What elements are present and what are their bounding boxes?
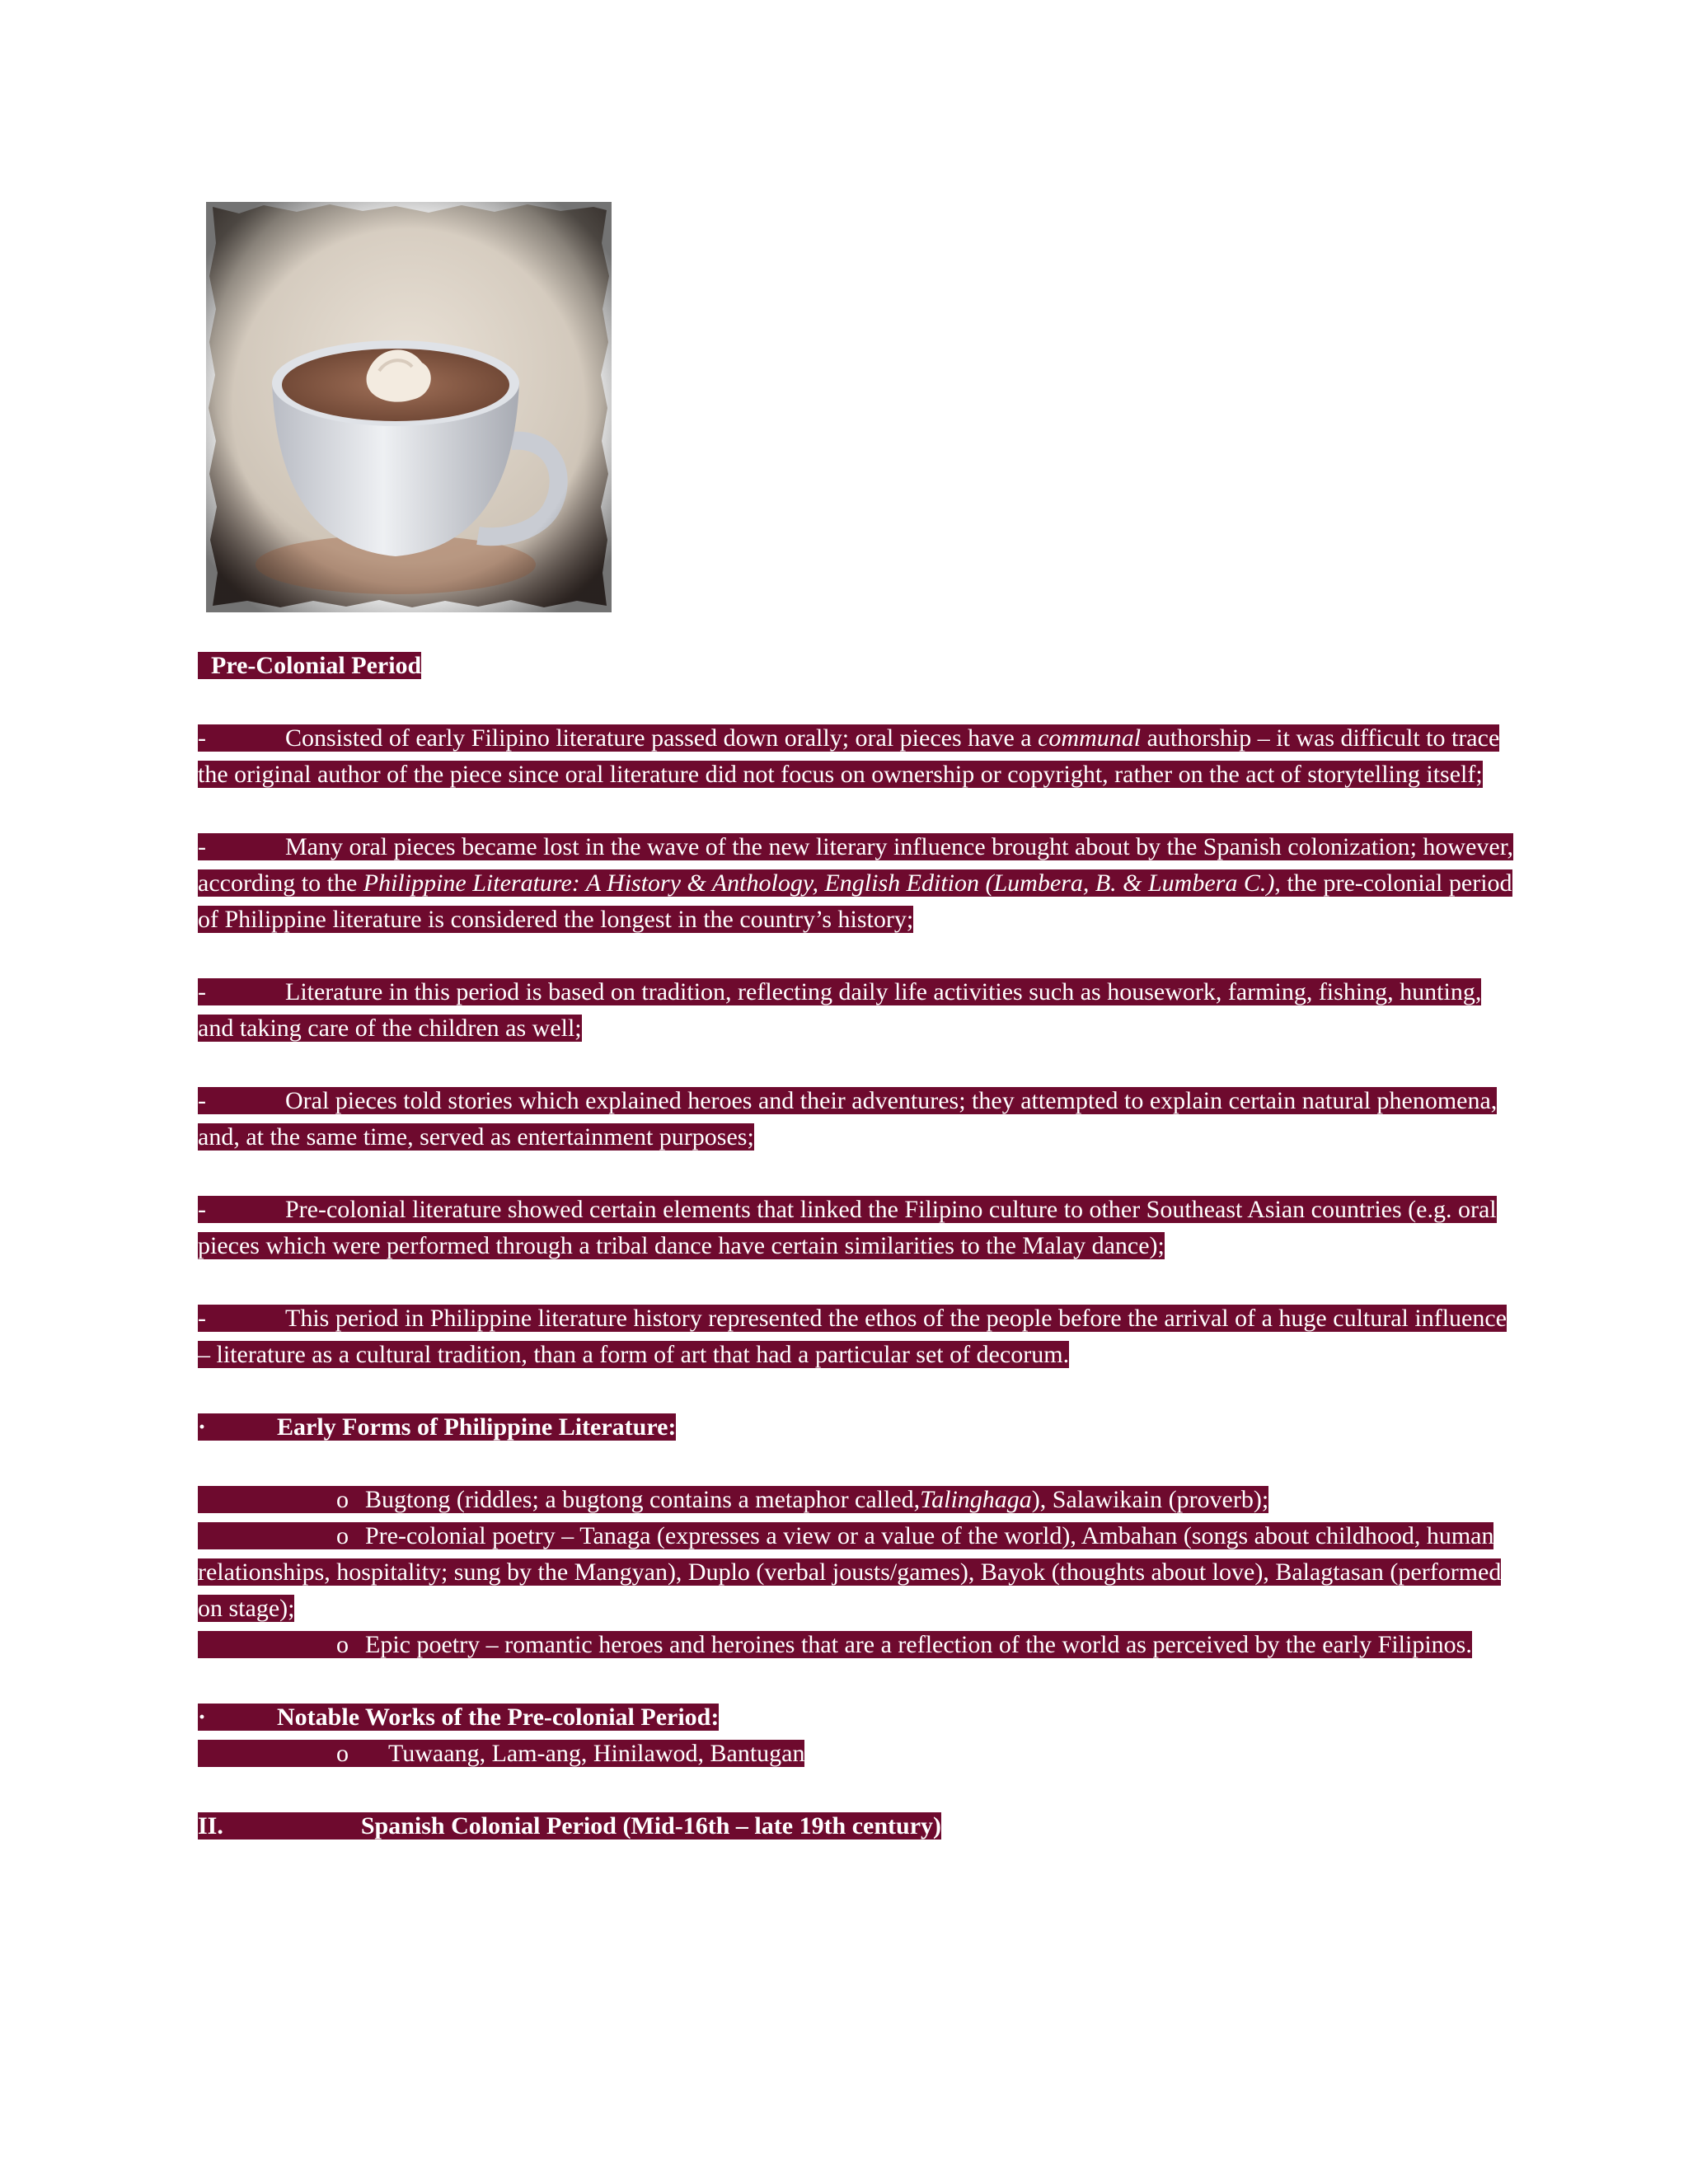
list-item-early-form-2: o Pre-colonial poetry – Tanaga (expresses a view or a value of the world), Ambahan (songs about childhood, human relationships, hospitality; sung by the Mangyan), Duplo (verbal jousts/games), Bayok (thoughts about love), Balagtasan (performed on stage); — [198, 1522, 1502, 1622]
section-heading-spanish: II. Spanish Colonial Period (Mid-16th – late 19th century) — [198, 1812, 942, 1840]
section-heading-pre-colonial: Pre-Colonial Period — [198, 648, 1517, 684]
list-item-notable-works: o Tuwaang, Lam-ang, Hinilawod, Bantugan — [198, 1736, 1517, 1772]
subheading-notable-works: · Notable Works of the Pre-colonial Period: — [198, 1704, 720, 1731]
paragraph-point-5: - Pre-colonial literature showed certain elements that linked the Filipino culture to other Southeast Asian countries (e.g. oral pieces which were performed through a tribal dance have certain similarities to the Malay dance); — [198, 1196, 1497, 1259]
paragraph-point-6: - This period in Philippine literature history represented the ethos of the people before the arrival of a huge cultural influence – literature as a cultural tradition, than a form of art that had a particular set of decorum. — [198, 1305, 1507, 1368]
paragraph-point-4: - Oral pieces told stories which explained heroes and their adventures; they attempted to explain certain natural phenomena, and, at the same time, served as entertainment purposes; — [198, 1087, 1498, 1151]
hot-chocolate-photo — [206, 202, 612, 612]
list-item-early-form-1: o Bugtong (riddles; a bugtong contains a metaphor called,Talinghaga), Salawikain (proverb); — [198, 1482, 1517, 1518]
list-item-early-form-3: o Epic poetry – romantic heroes and heroines that are a reflection of the world as perceived by the early Filipinos. — [198, 1627, 1517, 1663]
paragraph-point-1: - Consisted of early Filipino literature passed down orally; oral pieces have a communal authorship – it was difficult to trace the original author of the piece since oral literature did not focus on ownership or copyright, rather on the act of storytelling itself; — [198, 724, 1500, 788]
paragraph-point-2: - Many oral pieces became lost in the wave of the new literary influence brought about by the Spanish colonization; however, according to the Philippine Literature: A History & Anthology, English Edition (Lumbera, B. & Lumbera C.), the pre-colonial period of Philippine literature is considered the longest in the country’s history; — [198, 833, 1513, 933]
subheading-early-forms: · Early Forms of Philippine Literature: — [198, 1413, 677, 1441]
paragraph-point-3: - Literature in this period is based on tradition, reflecting daily life activities such as housework, farming, fishing, hunting, and taking care of the children as well; — [198, 978, 1482, 1042]
document-text — [198, 648, 1517, 1844]
